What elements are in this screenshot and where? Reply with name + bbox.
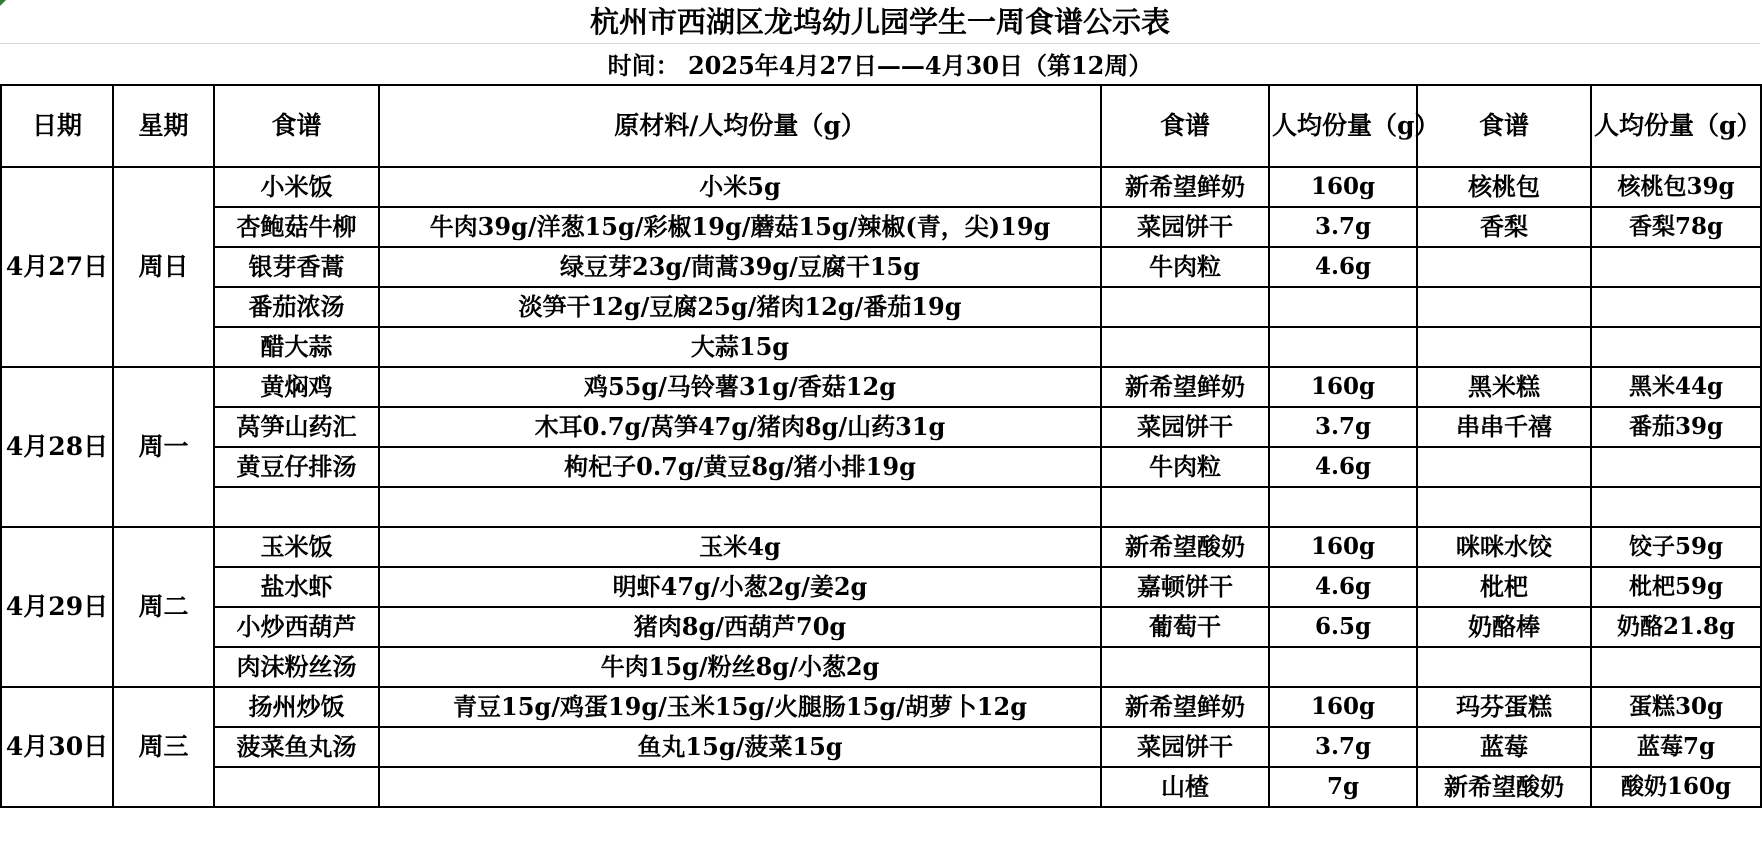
- snack-1-cell: [1101, 327, 1269, 367]
- portion-2-cell: [1591, 447, 1761, 487]
- header-portion-2: 人均份量（g）: [1591, 85, 1761, 167]
- snack-2-cell: 奶酪棒: [1417, 607, 1591, 647]
- portion-2-cell: 奶酪21.8g: [1591, 607, 1761, 647]
- header-menu: 食谱: [214, 85, 379, 167]
- snack-2-cell: [1417, 247, 1591, 287]
- weekday-cell: 周三: [113, 687, 214, 807]
- dish-cell: 黄焖鸡: [214, 367, 379, 407]
- weekly-menu-table: [0, 84, 1762, 808]
- portion-1-cell: 160g: [1269, 367, 1417, 407]
- snack-2-cell: 玛芬蛋糕: [1417, 687, 1591, 727]
- snack-1-cell: 新希望酸奶: [1101, 527, 1269, 567]
- ingredients-cell: 青豆15g/鸡蛋19g/玉米15g/火腿肠15g/胡萝卜12g: [379, 687, 1101, 727]
- snack-2-cell: [1417, 647, 1591, 687]
- date-cell: 4月28日: [1, 367, 113, 527]
- table-row: [1, 247, 1761, 287]
- header-snack-2: 食谱: [1417, 85, 1591, 167]
- table-row: [1, 207, 1761, 247]
- table-row: [1, 567, 1761, 607]
- date-range-subtitle: 时间： 2025年4月27日——4月30日（第12周）: [607, 51, 1153, 80]
- ingredients-cell: 明虾47g/小葱2g/姜2g: [379, 567, 1101, 607]
- snack-1-cell: 菜园饼干: [1101, 207, 1269, 247]
- portion-2-cell: 蛋糕30g: [1591, 687, 1761, 727]
- snack-2-cell: 咪咪水饺: [1417, 527, 1591, 567]
- weekday-cell: 周日: [113, 167, 214, 367]
- ingredients-cell: 枸杞子0.7g/黄豆8g/猪小排19g: [379, 447, 1101, 487]
- snack-2-cell: 核桃包: [1417, 167, 1591, 207]
- portion-1-cell: [1269, 287, 1417, 327]
- dish-cell: 醋大蒜: [214, 327, 379, 367]
- portion-1-cell: 3.7g: [1269, 407, 1417, 447]
- table-row: [1, 287, 1761, 327]
- ingredients-cell: 小米5g: [379, 167, 1101, 207]
- portion-1-cell: 160g: [1269, 687, 1417, 727]
- date-cell: 4月27日: [1, 167, 113, 367]
- portion-2-cell: 酸奶160g: [1591, 767, 1761, 807]
- table-row: [1, 727, 1761, 767]
- date-cell: 4月30日: [1, 687, 113, 807]
- snack-2-cell: [1417, 447, 1591, 487]
- snack-1-cell: 葡萄干: [1101, 607, 1269, 647]
- dish-cell: 番茄浓汤: [214, 287, 379, 327]
- snack-2-cell: 黑米糕: [1417, 367, 1591, 407]
- table-row: [1, 607, 1761, 647]
- snack-2-cell: 蓝莓: [1417, 727, 1591, 767]
- snack-2-cell: 串串千禧: [1417, 407, 1591, 447]
- snack-1-cell: 山楂: [1101, 767, 1269, 807]
- portion-2-cell: 黑米44g: [1591, 367, 1761, 407]
- portion-2-cell: [1591, 327, 1761, 367]
- dish-cell: 小米饭: [214, 167, 379, 207]
- dish-cell: 菠菜鱼丸汤: [214, 727, 379, 767]
- portion-1-cell: 160g: [1269, 527, 1417, 567]
- page-title: 杭州市西湖区龙坞幼儿园学生一周食谱公示表: [589, 5, 1170, 39]
- snack-1-cell: 牛肉粒: [1101, 247, 1269, 287]
- portion-2-cell: 核桃包39g: [1591, 167, 1761, 207]
- table-body: [1, 167, 1761, 807]
- weekday-cell: 周二: [113, 527, 214, 687]
- portion-2-cell: [1591, 647, 1761, 687]
- snack-1-cell: [1101, 287, 1269, 327]
- dish-cell: 肉沫粉丝汤: [214, 647, 379, 687]
- snack-1-cell: 新希望鲜奶: [1101, 367, 1269, 407]
- snack-1-cell: 新希望鲜奶: [1101, 687, 1269, 727]
- table-row: [1, 367, 1761, 407]
- portion-1-cell: [1269, 327, 1417, 367]
- dish-cell: 黄豆仔排汤: [214, 447, 379, 487]
- weekday-cell: 周一: [113, 367, 214, 527]
- portion-2-cell: [1591, 287, 1761, 327]
- ingredients-cell: 绿豆芽23g/茼蒿39g/豆腐干15g: [379, 247, 1101, 287]
- portion-1-cell: 7g: [1269, 767, 1417, 807]
- portion-1-cell: 4.6g: [1269, 447, 1417, 487]
- table-row: [1, 327, 1761, 367]
- ingredients-cell: 猪肉8g/西葫芦70g: [379, 607, 1101, 647]
- portion-1-cell: 3.7g: [1269, 727, 1417, 767]
- portion-1-cell: 6.5g: [1269, 607, 1417, 647]
- dish-cell: 扬州炒饭: [214, 687, 379, 727]
- snack-1-cell: 嘉顿饼干: [1101, 567, 1269, 607]
- ingredients-cell: [379, 487, 1101, 527]
- header-portion-1: 人均份量（g）: [1269, 85, 1417, 167]
- table-row: [1, 527, 1761, 567]
- table-row: [1, 767, 1761, 807]
- portion-2-cell: 番茄39g: [1591, 407, 1761, 447]
- snack-2-cell: [1417, 287, 1591, 327]
- header-date: 日期: [1, 85, 113, 167]
- portion-1-cell: 4.6g: [1269, 247, 1417, 287]
- ingredients-cell: [379, 767, 1101, 807]
- table-row: [1, 167, 1761, 207]
- ingredients-cell: 鸡55g/马铃薯31g/香菇12g: [379, 367, 1101, 407]
- header-snack-1: 食谱: [1101, 85, 1269, 167]
- table-row: [1, 487, 1761, 527]
- date-cell: 4月29日: [1, 527, 113, 687]
- dish-cell: 小炒西葫芦: [214, 607, 379, 647]
- snack-1-cell: 牛肉粒: [1101, 447, 1269, 487]
- ingredients-cell: 木耳0.7g/莴笋47g/猪肉8g/山药31g: [379, 407, 1101, 447]
- table-row: [1, 447, 1761, 487]
- ingredients-cell: 玉米4g: [379, 527, 1101, 567]
- table-row: [1, 687, 1761, 727]
- dish-cell: 玉米饭: [214, 527, 379, 567]
- dish-cell: 杏鲍菇牛柳: [214, 207, 379, 247]
- portion-2-cell: [1591, 247, 1761, 287]
- portion-1-cell: 4.6g: [1269, 567, 1417, 607]
- portion-1-cell: [1269, 487, 1417, 527]
- dish-cell: 银芽香蒿: [214, 247, 379, 287]
- dish-cell: [214, 767, 379, 807]
- dish-cell: 莴笋山药汇: [214, 407, 379, 447]
- snack-1-cell: [1101, 647, 1269, 687]
- portion-2-cell: 蓝莓7g: [1591, 727, 1761, 767]
- snack-1-cell: 新希望鲜奶: [1101, 167, 1269, 207]
- dish-cell: [214, 487, 379, 527]
- snack-1-cell: [1101, 487, 1269, 527]
- ingredients-cell: 鱼丸15g/菠菜15g: [379, 727, 1101, 767]
- snack-2-cell: [1417, 327, 1591, 367]
- snack-2-cell: [1417, 487, 1591, 527]
- dish-cell: 盐水虾: [214, 567, 379, 607]
- snack-1-cell: 菜园饼干: [1101, 727, 1269, 767]
- ingredients-cell: 大蒜15g: [379, 327, 1101, 367]
- header-ingredients: 原材料/人均份量（g）: [379, 85, 1101, 167]
- snack-2-cell: 枇杷: [1417, 567, 1591, 607]
- portion-2-cell: [1591, 487, 1761, 527]
- portion-2-cell: 枇杷59g: [1591, 567, 1761, 607]
- ingredients-cell: 淡笋干12g/豆腐25g/猪肉12g/番茄19g: [379, 287, 1101, 327]
- table-row: [1, 407, 1761, 447]
- snack-2-cell: 新希望酸奶: [1417, 767, 1591, 807]
- ingredients-cell: 牛肉15g/粉丝8g/小葱2g: [379, 647, 1101, 687]
- portion-1-cell: [1269, 647, 1417, 687]
- ingredients-cell: 牛肉39g/洋葱15g/彩椒19g/蘑菇15g/辣椒(青，尖)19g: [379, 207, 1101, 247]
- portion-2-cell: 香梨78g: [1591, 207, 1761, 247]
- snack-2-cell: 香梨: [1417, 207, 1591, 247]
- header-week: 星期: [113, 85, 214, 167]
- portion-2-cell: 饺子59g: [1591, 527, 1761, 567]
- portion-1-cell: 160g: [1269, 167, 1417, 207]
- table-row: [1, 647, 1761, 687]
- portion-1-cell: 3.7g: [1269, 207, 1417, 247]
- snack-1-cell: 菜园饼干: [1101, 407, 1269, 447]
- table-header-row: [1, 85, 1761, 167]
